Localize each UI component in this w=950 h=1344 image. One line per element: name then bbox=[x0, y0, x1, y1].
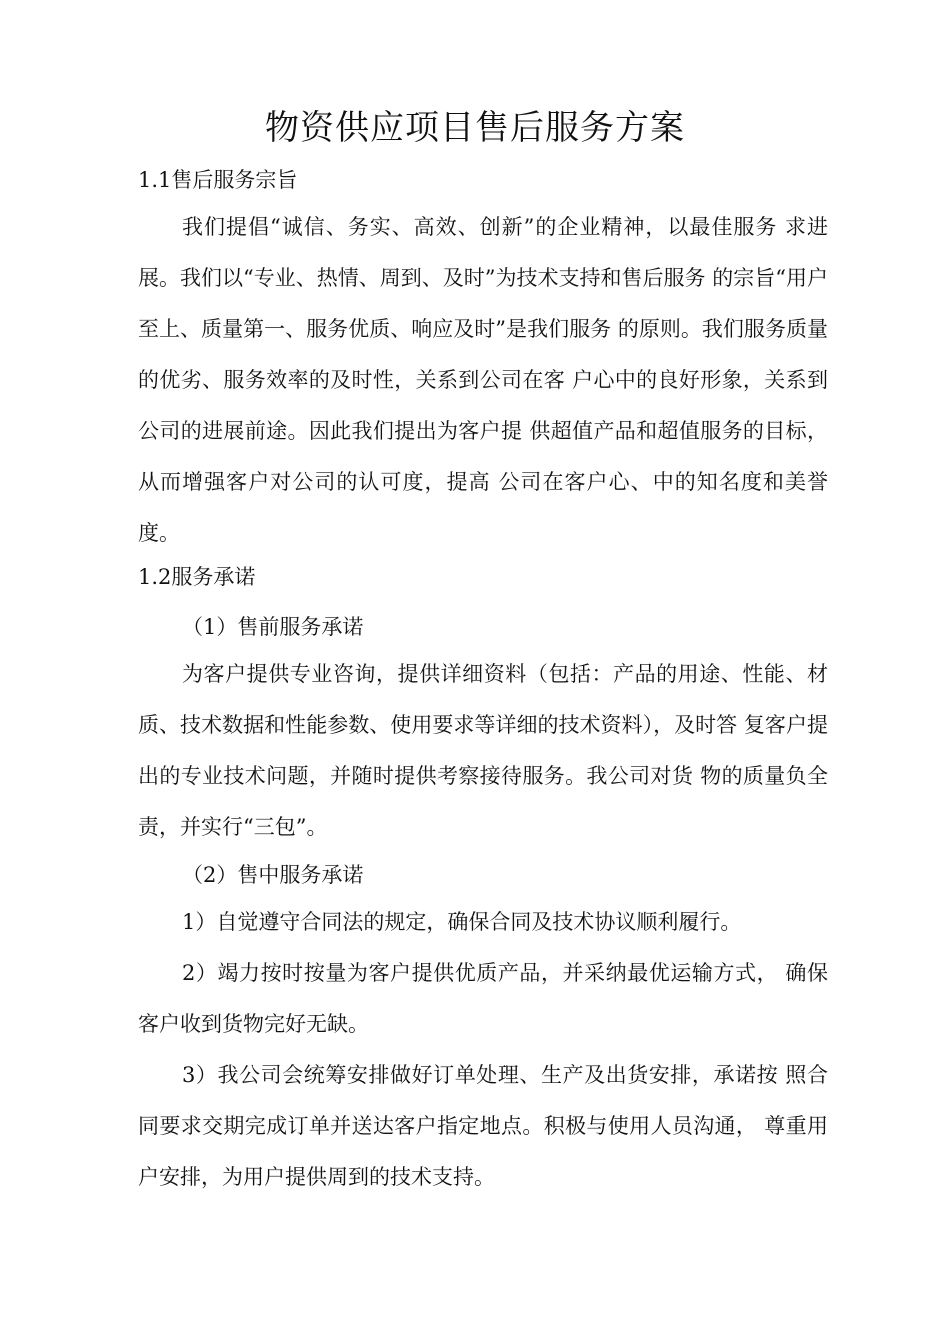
insale-item-3: 3）我公司会统筹安排做好订单处理、生产及出货安排，承诺按 照合同要求交期完成订单并送达客户指定地点。积极与使用人员沟通， 尊重用户安排，为用户提供周到的技术支持。 bbox=[138, 1063, 828, 1189]
service-purpose-paragraph: 我们提倡“诚信、务实、高效、创新”的企业精神，以最佳服务 求进展。我们以“专业、热情、周到、及时”为技术支持和售后服务 的宗旨“用户至上、质量第一、服务优质、响应及时”是我们服务 的原则。我们服务质量的优劣、服务效率的及时性，关系到公司在客 户心中的良好形象，关系到公司的进展前途。因此我们提出为客户提 供超值产品和超值服务的目标，从而增强客户对公司的认可度，提高 公司在客户心、中的知名度和美誉度。 bbox=[138, 215, 828, 545]
document-title: 物资供应项目售后服务方案 bbox=[265, 108, 685, 148]
insale-item-2: 2）竭力按时按量为客户提供优质产品，并采纳最优运输方式， 确保客户收到货物完好无缺。 bbox=[138, 961, 828, 1036]
section-heading-1-1: 1.1售后服务宗旨 bbox=[138, 168, 298, 192]
presale-heading: （1）售前服务承诺 bbox=[182, 615, 364, 639]
insale-item-1: 1）自觉遵守合同法的规定，确保合同及技术协议顺利履行。 bbox=[182, 910, 742, 934]
presale-paragraph: 为客户提供专业咨询，提供详细资料（包括：产品的用途、性能、材质、技术数据和性能参数、使用要求等详细的技术资料），及时答 复客户提出的专业技术问题，并随时提供考察接待服务。我公司对货 物的质量负全责，并实行“三包”。 bbox=[138, 662, 828, 839]
insale-heading: （2）售中服务承诺 bbox=[182, 863, 364, 887]
section-heading-1-2: 1.2服务承诺 bbox=[138, 565, 256, 589]
